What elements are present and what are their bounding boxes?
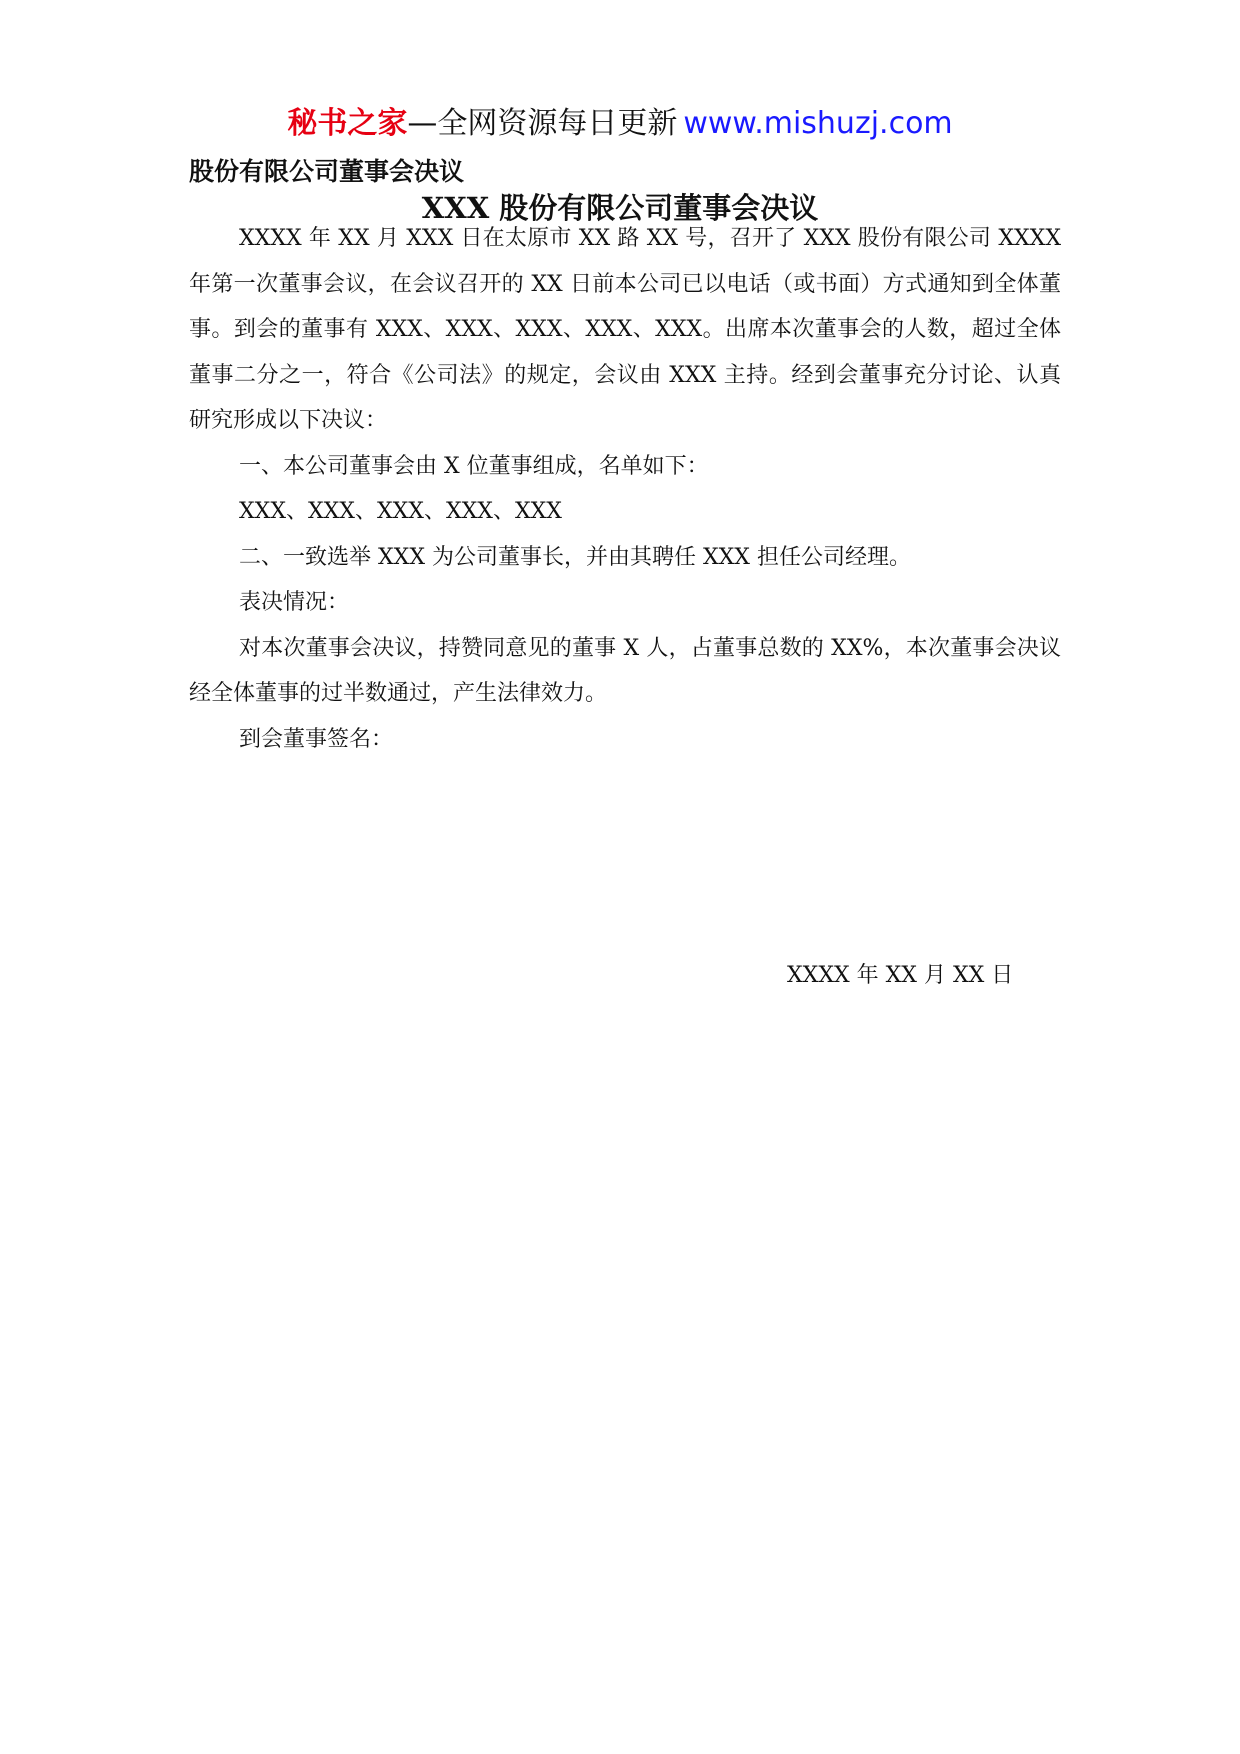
document-body [189, 216, 1061, 762]
paragraph-resolution-2: 二、一致选举 XXX 为公司董事长，并由其聘任 XXX 担任公司经理。 [239, 544, 911, 570]
banner-url-link[interactable]: www.mishuzj.com [683, 106, 953, 141]
paragraph-resolution-1: 一、本公司董事会由 X 位董事组成，名单如下： [239, 453, 709, 479]
document-date: XXXX 年 XX 月 XX 日 [787, 963, 1014, 988]
paragraph-voting-heading: 表决情况： [239, 590, 350, 615]
document-label: 股份有限公司董事会决议 [189, 157, 465, 186]
paragraph-signature-label: 到会董事签名： [239, 726, 394, 752]
banner-brand: 秘书之家 [287, 106, 408, 141]
paragraph-director-list: XXX、XXX、XXX、XXX、XXX [239, 499, 562, 524]
paragraph-meeting-notice: XXXX 年 XX 月 XXX 日在太原市 XX 路 XX 号，召开了 XXX 股份有限公司 XXXX 年第一次董事会议，在会议召开的 XX 日前本公司已以电话（或书面）方式通知到全体董事。到会的董事有 XXX、XXX、XXX、XXX、XXX。出席本次董事会的人数，超过全体董事二分之一，符合《公司法》的规定，会议由 XXX 主持。经到会董事充分讨论、认真研究形成以下决议： [189, 226, 1061, 433]
banner-tagline: —全网资源每日更新 [407, 106, 678, 141]
paragraph-voting-result: 对本次董事会决议，持赞同意见的董事 X 人，占董事总数的 XX%，本次董事会决议经全体董事的过半数通过，产生法律效力。 [189, 635, 1061, 706]
site-banner [0, 100, 1240, 148]
document-title: XXX 股份有限公司董事会决议 [421, 191, 819, 225]
